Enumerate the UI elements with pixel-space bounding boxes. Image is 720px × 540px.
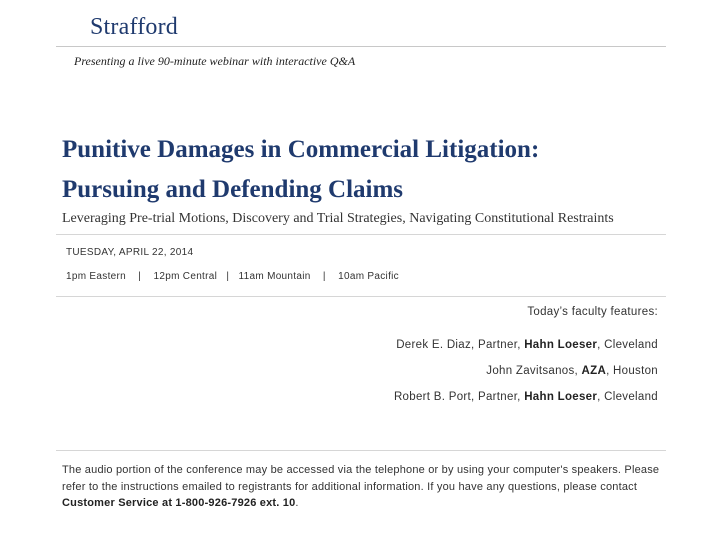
divider-middle [56, 296, 666, 297]
webinar-title [62, 130, 702, 210]
speaker-1-firm: Hahn Loeser [524, 339, 598, 351]
speaker-1-name: Derek E. Diaz, Partner, [396, 339, 525, 351]
divider-bottom [56, 450, 666, 451]
title-line-2: Pursuing and Defending Claims [62, 176, 404, 203]
speaker-2 [394, 358, 658, 384]
speaker-1-city: , Cleveland [597, 339, 658, 351]
speaker-1 [394, 332, 658, 358]
speaker-3-name: Robert B. Port, Partner, [393, 391, 525, 403]
speaker-3 [394, 384, 658, 410]
faculty-heading: Today’s faculty features: [527, 306, 658, 318]
speaker-2-name: John Zavitsanos, [486, 365, 582, 377]
webinar-subtitle: Leveraging Pre-trial Motions, Discovery and Trial Strategies, Navigating Constitutional Restraints [62, 211, 614, 226]
speaker-2-city: , Houston [606, 365, 658, 377]
logo: Strafford [90, 14, 179, 40]
speaker-3-city: , Cleveland [597, 391, 658, 403]
customer-service-contact: Customer Service at 1-800-926-7926 ext. 10 [62, 497, 296, 509]
footer-text: The audio portion of the conference may be accessed via the telephone or by using your computer's speakers. Please refer to the instructions emailed to registrants for additional information. If you have any questions, please contact [62, 464, 660, 493]
faculty-section [394, 306, 658, 410]
title-line-1: Punitive Damages in Commercial Litigation: [62, 136, 540, 163]
tagline: Presenting a live 90-minute webinar with interactive Q&A [74, 54, 356, 68]
speaker-2-firm: AZA [581, 365, 607, 377]
divider-top [56, 234, 666, 235]
webinar-times: 1pm Eastern | 12pm Central | 11am Mountain | 10am Pacific [66, 271, 399, 282]
footer-note [62, 462, 662, 512]
speaker-3-firm: Hahn Loeser [524, 391, 598, 403]
footer-end: . [295, 497, 299, 509]
tagline-divider [56, 46, 666, 47]
webinar-date: TUESDAY, APRIL 22, 2014 [66, 247, 194, 258]
